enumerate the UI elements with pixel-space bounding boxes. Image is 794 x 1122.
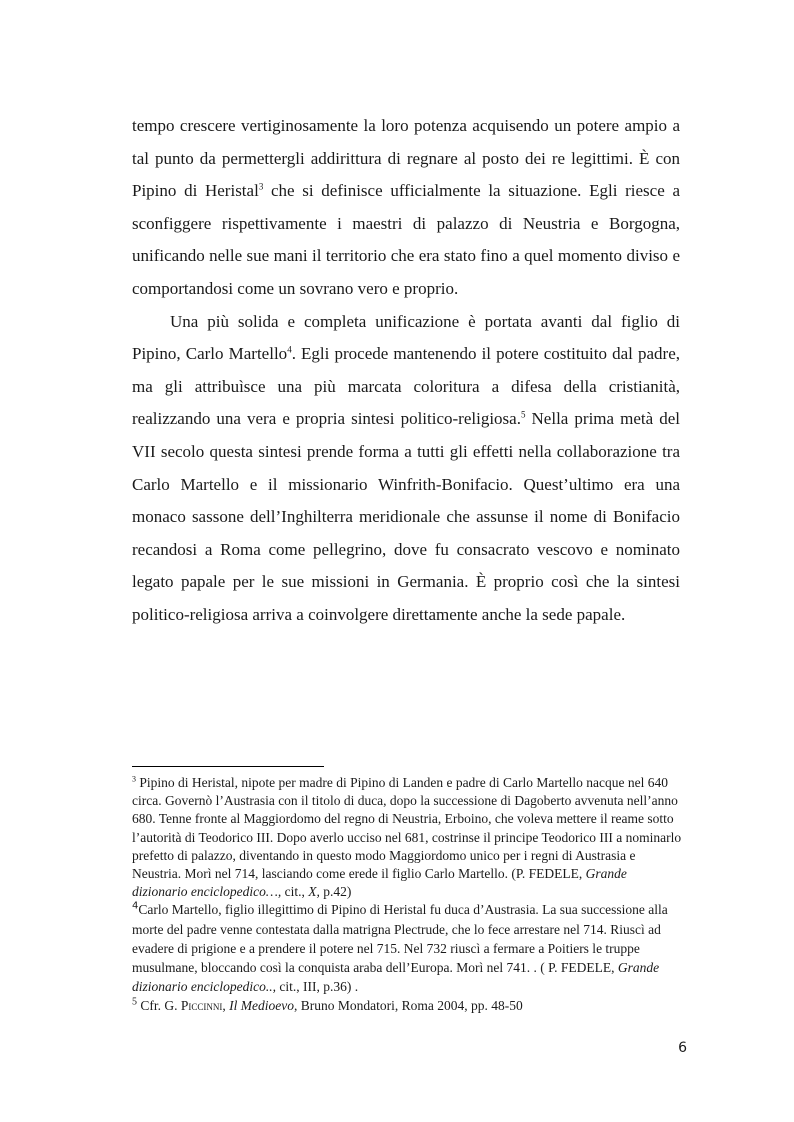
paragraph-2-text-b: . Egli procede mantenendo il potere costituito dal padre, ma gli attribuìsce una più marcata coloritura a difesa della cristianità, realizzando una vera e propria sintesi politico-religiosa.	[132, 344, 680, 429]
footnote-4	[132, 901, 684, 997]
footnote-4-title: Grande dizionario enciclopedico..,	[132, 960, 660, 995]
footnote-4-mark: 4	[132, 901, 139, 913]
paragraph-1-text-a: tempo crescere vertiginosamente la loro potenza acquisendo un potere ampio a tal punto da permettergli addirittura di regnare al posto dei re legittimi. È con Pipino di Heristal	[132, 116, 680, 201]
footnote-3-volume: X,	[308, 884, 320, 900]
footnote-5-author: iccinni	[188, 998, 223, 1014]
footnote-3-mark: 3	[132, 774, 136, 784]
page-number: 6	[678, 1040, 687, 1056]
paragraph-2-text-a: Una più solida e completa unificazione è portata avanti dal figlio di Pipino, Carlo Martello	[132, 311, 680, 364]
paragraph-1-text-b: che si definisce ufficialmente la situazione. Egli riesce a sconfiggere rispettivamente i maestri di palazzo di Neustria e Borgogna, unificando nelle sue mani il territorio che era stato fino a quel momento diviso e comportandosi come un sovrano vero e proprio.	[132, 181, 680, 298]
footnote-separator	[132, 766, 324, 767]
paragraph-2	[132, 306, 680, 632]
footnote-ref-5: 5	[520, 409, 526, 420]
footnote-5-mark: 5	[132, 996, 137, 1008]
footnote-ref-4: 4	[287, 344, 292, 355]
footnote-5	[132, 997, 684, 1015]
paragraph-1	[132, 110, 680, 306]
footnote-3-title: Grande dizionario enciclopedico…,	[132, 866, 627, 900]
footnote-3-text: Pipino di Heristal, nipote per madre di Pipino di Landen e padre di Carlo Martello nacque nel 640 circa. Governò l’Austrasia con il titolo di duca, dopo la successione di Dagoberto avvenuta nell’anno 680. Tenne fronte al Maggiordomo del regno di Neustria, Erboino, che voleva mettere il reame sotto l’autorità di Teodorico III. Dopo averlo ucciso nel 681, costrinse il principe Teodorico III a nominarlo prefetto di palazzo, diventando in questo modo Maggiordomo unico per i regni di Austrasia e Neustria. Morì nel 714, lasciando come erede il figlio Carlo Martello. (P. FEDELE,	[132, 775, 682, 882]
footnote-5-title: Il Medioevo	[229, 998, 294, 1014]
footnote-3	[132, 774, 684, 901]
footnote-4-end: cit., III, p.36) .	[275, 979, 359, 995]
footnote-5-text-a: Cfr. G. P	[137, 998, 189, 1014]
footnote-5-text-b: ,	[222, 998, 230, 1014]
body-text	[132, 110, 680, 632]
footnote-ref-3: 3	[258, 181, 264, 192]
paragraph-2-text-c: Nella prima metà del VII secolo questa sintesi prende forma a tutti gli effetti nella collaborazione tra Carlo Martello e il missionario Winfrith-Bonifacio. Quest’ultimo era una monaco sassone dell’Inghilterra meridionale che assunse il nome di Bonifacio recandosi a Roma come pellegrino, dove fu consacrato vescovo e nominato legato papale per le sue missioni in Germania. È proprio così che la sintesi politico-religiosa arriva a coinvolgere direttamente anche la sede papale.	[132, 409, 680, 624]
footnotes	[132, 774, 684, 1016]
footnote-3-end: p.42)	[319, 884, 352, 900]
footnote-4-text: Carlo Martello, figlio illegittimo di Pipino di Heristal fu duca d’Austrasia. La sua successione alla morte del padre venne contestata dalla matrigna Plectrude, che lo fece arrestare nel 714. Riuscì ad evadere di prigione e a prendere il potere nel 715. Nel 732 riuscì a fermare a Poitiers le truppe musulmane, bloccando così la conquista araba dell’Europa. Morì nel 741. . ( P. FEDELE,	[132, 902, 668, 976]
footnote-3-cit: cit.,	[281, 884, 309, 900]
footnote-5-text-c: , Bruno Mondatori, Roma 2004, pp. 48-50	[293, 998, 523, 1014]
